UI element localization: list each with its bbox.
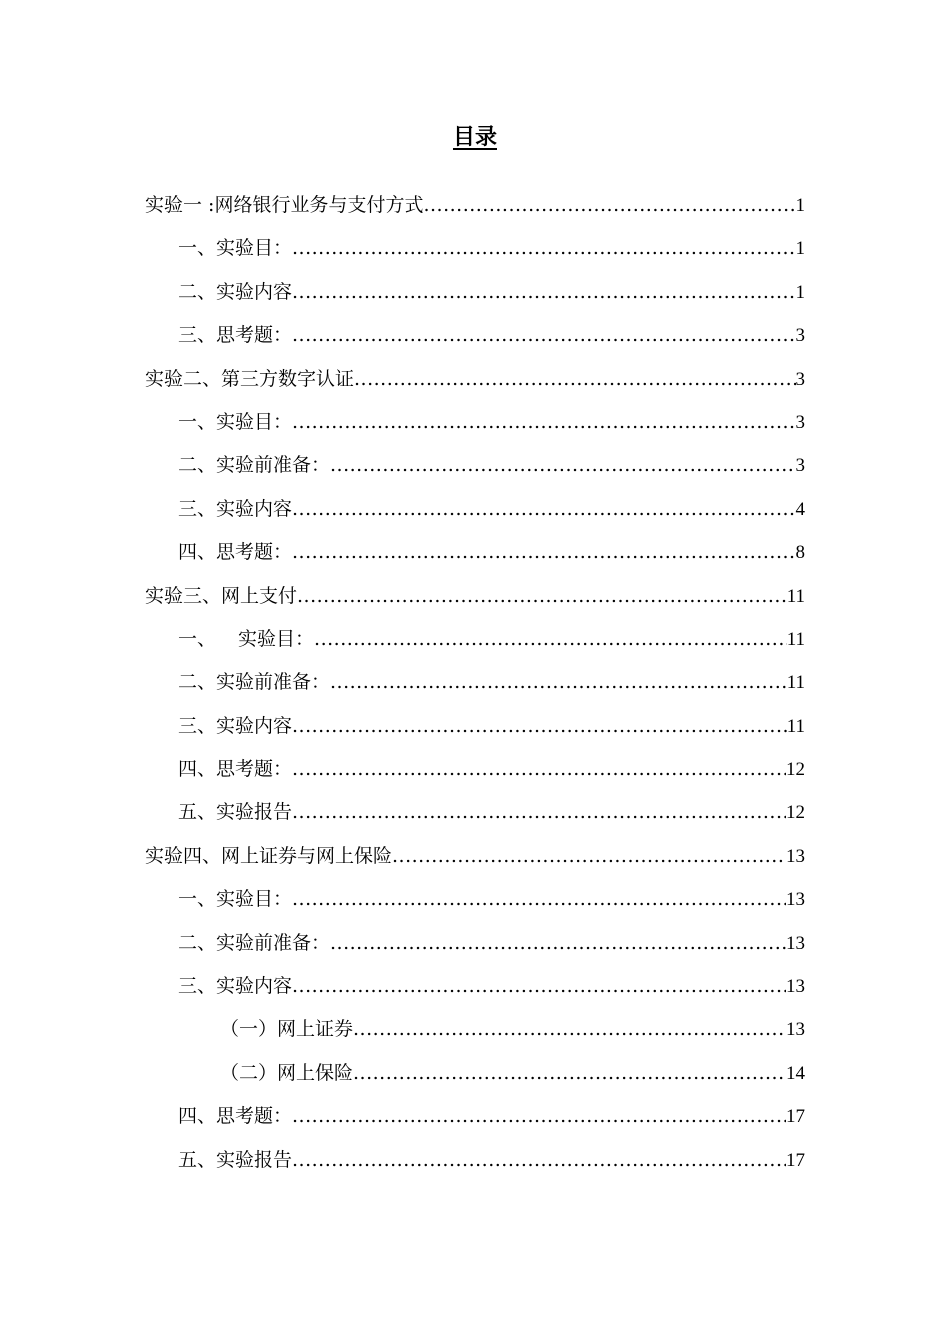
toc-entry[interactable]: [0, 271, 950, 314]
toc-entry[interactable]: [0, 618, 950, 661]
dot-leader: [292, 748, 786, 791]
dot-leader: [297, 575, 787, 618]
dot-leader: [392, 835, 786, 878]
toc-entry[interactable]: [0, 401, 950, 444]
toc-entry-label: [220, 1052, 353, 1095]
toc-entry[interactable]: [0, 835, 950, 878]
toc-entry-label: [178, 271, 292, 314]
dot-leader: [330, 661, 787, 704]
dot-leader: [292, 488, 795, 531]
toc-entry-label-text: 一、实验目：: [178, 410, 293, 433]
dot-leader: [330, 922, 786, 965]
toc-entry-label-text: 四、思考题：: [178, 758, 293, 781]
toc-entry-label-text: 三、思考题：: [178, 324, 293, 347]
dot-leader: [354, 358, 795, 401]
toc-entry[interactable]: [0, 1052, 950, 1095]
dot-leader: [292, 705, 787, 748]
dot-leader: [353, 1052, 786, 1095]
dot-leader: [423, 184, 795, 227]
toc-entry-page-number: 3: [795, 411, 805, 433]
dot-leader: [292, 314, 795, 357]
toc-entry-label-text: 五、实验报告: [178, 801, 293, 824]
toc-entry-label-text: 五、实验报告: [178, 1148, 293, 1171]
toc-entry-page-number: 13: [786, 889, 805, 911]
dot-leader: [292, 965, 786, 1008]
toc-entry-label-text: 实验三、网上支付: [145, 584, 298, 607]
toc-entry-page-number: 11: [786, 585, 805, 607]
toc-entry-label-text: 实验四、网上证券与网上保险: [145, 844, 393, 867]
toc-entry-label-text: 二、实验前准备：: [178, 931, 331, 954]
toc-entry[interactable]: [0, 965, 950, 1008]
toc-entry[interactable]: [0, 791, 950, 834]
toc-entry-label: [178, 1139, 292, 1182]
toc-entry-page-number: 13: [786, 845, 805, 867]
toc-entry-page-number: 14: [786, 1062, 805, 1084]
toc-entry[interactable]: [0, 1095, 950, 1138]
toc-entry-label-text: 三、实验内容: [178, 714, 293, 737]
toc-entry-label-text: 二、实验前准备：: [178, 671, 331, 694]
dot-leader: [292, 401, 795, 444]
toc-entry-label: [178, 878, 292, 921]
dot-leader: [292, 271, 795, 314]
toc-entry[interactable]: [0, 1139, 950, 1182]
toc-entry-label: [178, 444, 330, 487]
dot-leader: [292, 531, 795, 574]
toc-entry-page-number: 13: [786, 932, 805, 954]
toc-entry-label-text: 三、实验内容: [178, 497, 293, 520]
dot-leader: [314, 618, 787, 661]
toc-entry[interactable]: [0, 922, 950, 965]
toc-entry-label-text: 三、实验内容: [178, 975, 293, 998]
toc-title: [0, 120, 950, 154]
toc-entry-label-text: 四、思考题：: [178, 1105, 293, 1128]
toc-entry[interactable]: [0, 444, 950, 487]
dot-leader: [292, 1139, 786, 1182]
toc-entry-label-text: （一）网上证券: [220, 1018, 354, 1041]
toc-list: [0, 184, 950, 1182]
toc-entry-label-text: 二、实验前准备：: [178, 454, 331, 477]
toc-entry-label-text: 一、实验目：: [178, 888, 293, 911]
toc-entry-label-text: 一、实验目：: [178, 237, 293, 260]
toc-entry-label: [178, 401, 292, 444]
toc-title-text: 目录: [452, 124, 497, 150]
dot-leader: [292, 878, 786, 921]
toc-entry[interactable]: [0, 661, 950, 704]
toc-entry-page-number: 17: [786, 1106, 805, 1128]
toc-entry-label: [178, 488, 292, 531]
toc-entry[interactable]: [0, 575, 950, 618]
toc-entry[interactable]: [0, 878, 950, 921]
toc-entry-page-number: 11: [786, 672, 805, 694]
toc-entry-label: [178, 705, 292, 748]
toc-entry-page-number: 8: [795, 542, 805, 564]
toc-entry[interactable]: [0, 531, 950, 574]
toc-entry-label: [178, 965, 292, 1008]
toc-entry-page-number: 11: [786, 628, 805, 650]
toc-entry-label-text: 实验二、第三方数字认证: [145, 367, 355, 390]
toc-entry-label: [220, 1008, 353, 1051]
toc-entry-label: [178, 618, 314, 661]
toc-entry-label: [178, 791, 292, 834]
toc-entry-label: [145, 575, 297, 618]
toc-entry-label-text: 四、思考题：: [178, 541, 293, 564]
toc-entry-page-number: 13: [786, 1019, 805, 1041]
toc-entry-page-number: 1: [795, 281, 805, 303]
toc-entry[interactable]: [0, 358, 950, 401]
toc-entry-label: [178, 314, 292, 357]
dot-leader: [292, 227, 795, 270]
toc-entry-label-text: 二、实验内容: [178, 280, 293, 303]
toc-entry-label-text: （二）网上保险: [220, 1061, 354, 1084]
toc-entry-label: [178, 748, 292, 791]
toc-entry-page-number: 3: [795, 325, 805, 347]
toc-entry[interactable]: [0, 705, 950, 748]
toc-entry-label: [178, 531, 292, 574]
dot-leader: [353, 1008, 786, 1051]
toc-entry-label: [145, 358, 354, 401]
toc-entry-label: [178, 661, 330, 704]
toc-entry-page-number: 3: [795, 455, 805, 477]
toc-entry-page-number: 1: [795, 238, 805, 260]
toc-entry-label-text: 实验一 :网络银行业务与支付方式: [145, 194, 424, 216]
toc-entry-page-number: 17: [786, 1149, 805, 1171]
toc-entry-page-number: 12: [786, 759, 805, 781]
toc-entry-page-number: 13: [786, 976, 805, 998]
dot-leader: [292, 791, 786, 834]
toc-entry-page-number: 1: [795, 195, 805, 216]
toc-entry[interactable]: [0, 314, 950, 357]
toc-entry[interactable]: [0, 488, 950, 531]
toc-entry[interactable]: [0, 1008, 950, 1051]
toc-entry-label: [178, 1095, 292, 1138]
toc-entry-page-number: 12: [786, 802, 805, 824]
dot-leader: [330, 444, 795, 487]
toc-entry-label: [178, 922, 330, 965]
toc-entry-label: [145, 184, 423, 227]
toc-entry-label: [178, 227, 292, 270]
toc-entry-label: [145, 835, 392, 878]
toc-entry[interactable]: [0, 227, 950, 270]
dot-leader: [292, 1095, 786, 1138]
toc-entry-page-number: 4: [795, 498, 805, 520]
toc-entry[interactable]: [0, 184, 950, 227]
toc-entry-label-text-2: 实验目：: [238, 627, 315, 650]
toc-entry-label-text: 一、: [178, 627, 217, 650]
toc-entry-page-number: 3: [795, 368, 805, 390]
toc-entry-page-number: 11: [786, 715, 805, 737]
toc-entry[interactable]: [0, 748, 950, 791]
